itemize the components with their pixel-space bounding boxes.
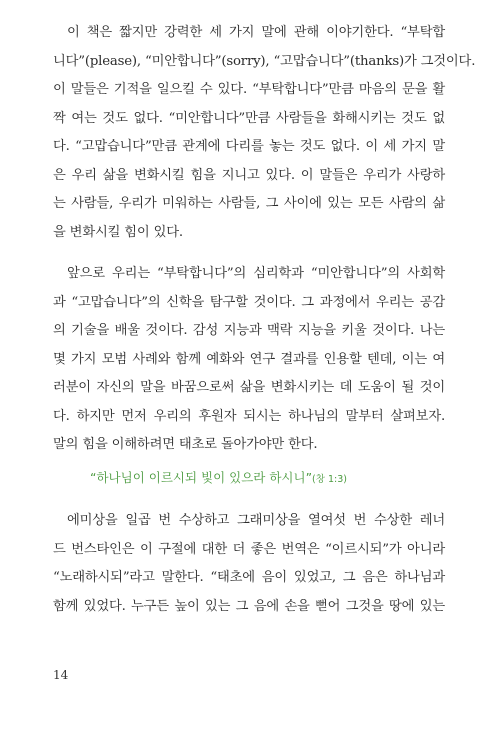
paragraph-line: 니다”(please), “미안합니다”(sorry), “고맙습니다”(thanks)가 그것이다.: [53, 53, 476, 69]
paragraph-line: 러분이 자신의 말을 바꿈으로써 삶을 변화시키는 데 도움이 될 것이: [53, 380, 445, 395]
paragraph-line: 함께 있었다. 누구든 높이 있는 그 음에 손을 뻗어 그것을 땅에 있는: [53, 598, 445, 614]
page-number: 14: [53, 668, 69, 682]
paragraph-line: “노래하시되”라고 말한다. “태초에 음이 있었고, 그 음은 하나님과: [53, 570, 445, 585]
paragraph-line: 몇 가지 모범 사례와 함께 예화와 연구 결과를 인용할 텐데, 이는 여: [53, 351, 445, 367]
paragraph-line: 다. “고맙습니다”만큼 관계에 다리를 놓는 것도 없다. 이 세 가지 말: [53, 139, 445, 154]
paragraph-line: 짝 여는 것도 없다. “미안합니다”만큼 사람들을 화해시키는 것도 없: [53, 110, 445, 126]
paragraph-line: 은 우리 삶을 변화시킬 힘을 지니고 있다. 이 말들은 우리가 사랑하: [53, 167, 445, 183]
paragraph-line: 을 변화시킬 힘이 있다.: [53, 224, 183, 240]
scripture-quote-text: “하나님이 이르시되 빛이 있으라 하시니”: [90, 470, 313, 485]
paragraph-line: 에미상을 일곱 번 수상하고 그래미상을 열여섯 번 수상한 레너: [67, 513, 445, 528]
paragraph-outline: [53, 260, 445, 460]
paragraph-bernstein: [53, 507, 445, 621]
paragraph-line: 의 기술을 배울 것이다. 감성 지능과 맥락 지능을 키울 것이다. 나는: [53, 323, 445, 338]
scripture-quote: [90, 468, 347, 486]
paragraph-line: 앞으로 우리는 “부탁합니다”의 심리학과 “미안합니다”의 사회학: [67, 266, 445, 281]
paragraph-line: 이 말들은 기적을 일으킬 수 있다. “부탁합니다”만큼 마음의 문을 활: [53, 82, 445, 97]
paragraph-intro: [53, 19, 476, 247]
paragraph-line: 말의 힘을 이해하려면 태초로 돌아가야만 한다.: [53, 437, 318, 452]
paragraph-line: 는 사람들, 우리가 미워하는 사람들, 그 사이에 있는 모든 사람의 삶: [53, 196, 445, 211]
paragraph-line: 이 책은 짧지만 강력한 세 가지 말에 관해 이야기한다. “부탁합: [67, 25, 445, 40]
paragraph-line: 드 번스타인은 이 구절에 대한 더 좋은 번역은 “이르시되”가 아니라: [53, 541, 445, 557]
paragraph-line: 과 “고맙습니다”의 신학을 탐구할 것이다. 그 과정에서 우리는 공감: [53, 294, 445, 310]
paragraph-line: 다. 하지만 먼저 우리의 후원자 되시는 하나님의 말부터 살펴보자.: [53, 408, 445, 424]
scripture-reference: (창 1:3): [312, 474, 347, 485]
